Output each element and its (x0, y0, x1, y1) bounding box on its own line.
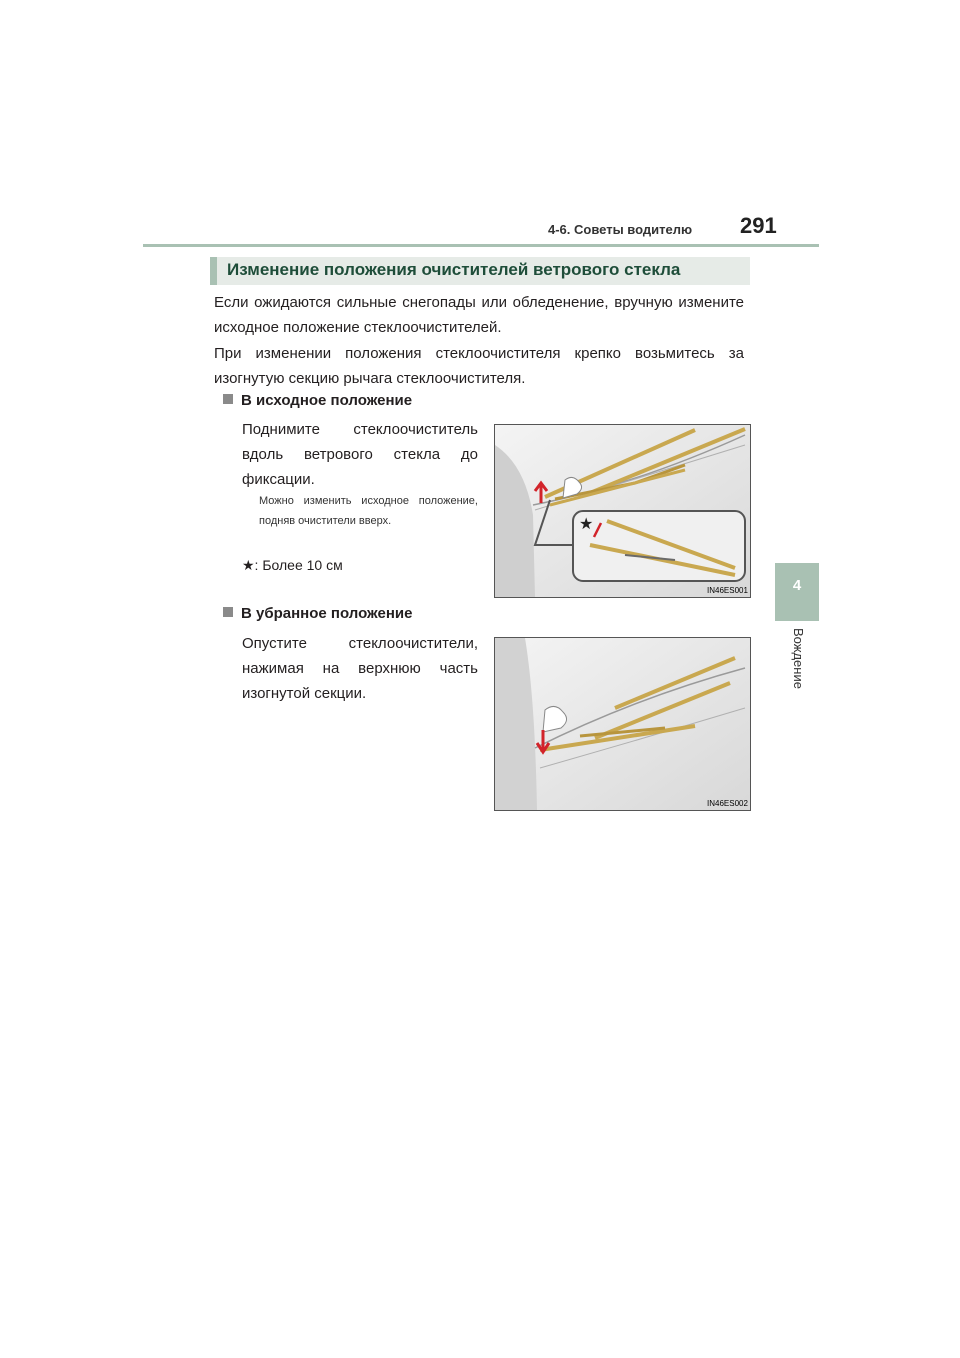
figure-code-2: IN46ES002 (707, 799, 748, 808)
square-bullet-icon (223, 394, 233, 404)
section-title-text: Изменение положения очистителей ветрового стекла (227, 260, 681, 279)
section-title-bar (210, 257, 217, 285)
raise-text: Поднимите стеклоочиститель вдоль ветрового стекла до фиксации. (242, 421, 478, 488)
header-rule (143, 244, 819, 247)
star-note: ★: Более 10 см (242, 557, 343, 573)
figure-raise (494, 424, 751, 598)
chapter-number: 4 (792, 577, 802, 594)
lower-heading: В убранное положение (223, 605, 412, 622)
raise-heading: В исходное положение (223, 392, 412, 409)
star-icon: ★ (579, 514, 594, 533)
chapter-label: Вождение (791, 628, 806, 689)
lower-text: Опустите стеклоочистители, нажимая на верхнюю часть изогнутой секции. (242, 635, 478, 702)
square-bullet-icon (223, 607, 233, 617)
figure-code-1: IN46ES001 (707, 586, 748, 595)
raise-note: Можно изменить исходное положение, подняв очистители вверх. (259, 495, 478, 527)
intro-paragraph-2: При изменении положения стеклоочистителя крепко возьмитесь за изогнутую секцию рычага стеклоочистителя. (214, 345, 744, 387)
page-number: 291 (740, 213, 777, 238)
figure-lower (494, 637, 751, 811)
intro-paragraph-1: Если ожидаются сильные снегопады или обледенение, вручную измените исходное положение стеклоочистителей. (214, 294, 744, 336)
section-label: 4-6. Советы водителю (548, 222, 693, 237)
section-title (210, 257, 750, 285)
